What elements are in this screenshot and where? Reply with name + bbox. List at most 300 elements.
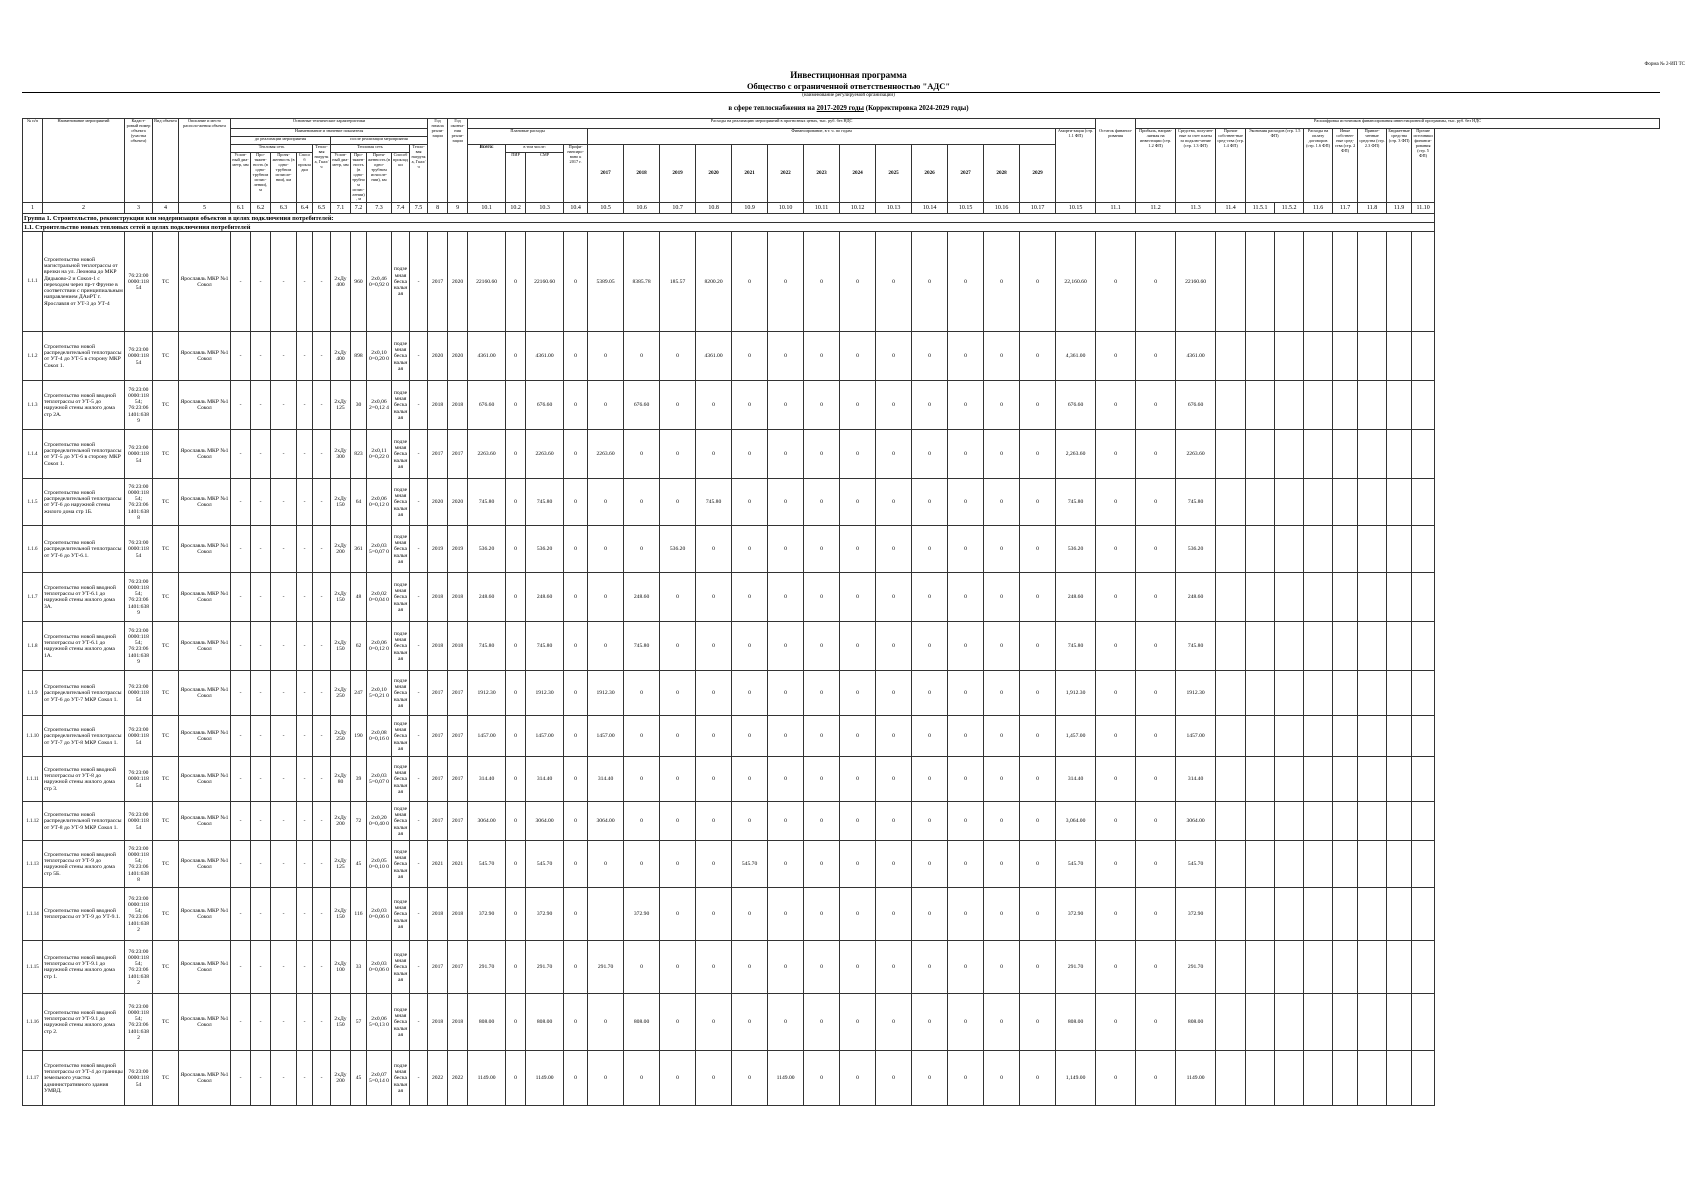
row-year-value: 0 xyxy=(840,381,876,430)
row-src-empty xyxy=(1333,841,1358,888)
row-src-empty xyxy=(1358,479,1387,526)
header-src-budget: Бюджетные средства (стр. 3 ФП) xyxy=(1387,129,1412,203)
row-pir: 0 xyxy=(506,381,526,430)
row-year-value: 0 xyxy=(876,841,912,888)
row-name: Строительство новой распределительной теплотрассы от УТ-7 до УТ-8 МКР Сокол 1. xyxy=(43,716,125,757)
document-title: Инвестиционная программа xyxy=(790,70,907,80)
row-src-empty xyxy=(1333,671,1358,716)
row-before-diameter: - xyxy=(231,232,251,332)
row-object-type: ТС xyxy=(153,430,179,479)
table-row xyxy=(23,332,1660,381)
row-src-empty xyxy=(1333,479,1358,526)
row-year-value: 0 xyxy=(984,573,1020,622)
row-number: 1.1.5 xyxy=(23,479,43,526)
row-object-type: ТС xyxy=(153,526,179,573)
row-src-amort: 0 xyxy=(1096,573,1136,622)
row-year-value: 0 xyxy=(768,888,804,941)
row-number: 1.1.9 xyxy=(23,671,43,716)
row-src-profit: 0 xyxy=(1136,381,1176,430)
row-src-empty xyxy=(1304,573,1333,622)
row-rest: 2,263.60 xyxy=(1056,430,1096,479)
row-pir: 0 xyxy=(506,671,526,716)
row-before-length-km: - xyxy=(271,573,297,622)
row-before-length-km: - xyxy=(271,622,297,671)
row-rest: 3,064.00 xyxy=(1056,802,1096,841)
row-after-length-m: 57 xyxy=(351,994,367,1051)
row-name: Строительство новой вводной теплотрассы от УТ-9.1 до наружной стены жилого дома стр 1. xyxy=(43,941,125,994)
row-year-value: 185.57 xyxy=(660,232,696,332)
row-after-length-m: 45 xyxy=(351,841,367,888)
row-number: 1.1.8 xyxy=(23,622,43,671)
row-src-connection: 1149.00 xyxy=(1176,1051,1216,1106)
row-src-empty xyxy=(1304,994,1333,1051)
row-src-empty xyxy=(1275,573,1304,622)
row-year-value: 0 xyxy=(1020,1051,1056,1106)
row-year-value: 0 xyxy=(768,802,804,841)
row-before-load: - xyxy=(313,802,331,841)
row-year-value: 0 xyxy=(696,381,732,430)
row-year-value: 0 xyxy=(984,622,1020,671)
row-src-empty xyxy=(1246,671,1275,716)
row-rest: 745.80 xyxy=(1056,479,1096,526)
row-before-length-km: - xyxy=(271,802,297,841)
row-year-value: 0 xyxy=(840,332,876,381)
row-after-laying: подзе мная беска нальн ая xyxy=(392,941,410,994)
row-year-value: 1457.00 xyxy=(588,716,624,757)
row-year-end: 2018 xyxy=(448,888,468,941)
header-src-other: Иные собствен-ные сред-ства (стр. 2 ФП) xyxy=(1333,129,1358,203)
row-before-laying: - xyxy=(297,526,313,573)
row-year-value: 0 xyxy=(732,381,768,430)
row-src-profit: 0 xyxy=(1136,757,1176,802)
table-row xyxy=(23,479,1660,526)
row-year-value: 0 xyxy=(588,381,624,430)
row-src-amort: 0 xyxy=(1096,757,1136,802)
row-financed-hist: 0 xyxy=(564,573,588,622)
row-cadastral: 76:23:00 0000:118 54 xyxy=(125,526,153,573)
header-financing: Финансирование, в т. ч. по годам xyxy=(588,129,1056,145)
column-number: 10.1 xyxy=(468,203,506,214)
row-year-value: 0 xyxy=(912,802,948,841)
row-year-value: 1149.00 xyxy=(768,1051,804,1106)
row-year-value: 0 xyxy=(840,430,876,479)
row-src-empty xyxy=(1216,381,1246,430)
row-src-profit: 0 xyxy=(1136,716,1176,757)
row-src-empty xyxy=(1412,841,1435,888)
organization-caption: (наименование регулируемой организации) xyxy=(802,93,895,98)
row-year-value: 0 xyxy=(588,622,624,671)
column-number: 11.9 xyxy=(1387,203,1412,214)
row-src-empty xyxy=(1358,622,1387,671)
row-year-start: 2018 xyxy=(428,381,448,430)
row-year-value: 0 xyxy=(912,332,948,381)
row-number: 1.1.17 xyxy=(23,1051,43,1106)
header-year-2020: 2020 xyxy=(696,145,732,203)
row-src-empty xyxy=(1304,757,1333,802)
row-before-load: - xyxy=(313,479,331,526)
header-before-length-m: Про-тяжен-ность (в одно-трубном исчис-лении), м xyxy=(251,153,271,203)
column-number: 11.3 xyxy=(1176,203,1216,214)
row-location: Ярославль МКР №1 Сокол xyxy=(179,757,231,802)
column-number: 11.7 xyxy=(1333,203,1358,214)
row-after-length-km: 2х0,03 5=0,07 0 xyxy=(367,757,392,802)
row-location: Ярославль МКР №1 Сокол xyxy=(179,841,231,888)
row-src-empty xyxy=(1275,381,1304,430)
row-src-empty xyxy=(1246,479,1275,526)
row-rest: 4,361.00 xyxy=(1056,332,1096,381)
row-financed-hist: 0 xyxy=(564,671,588,716)
row-src-empty xyxy=(1358,232,1387,332)
row-src-empty xyxy=(1246,802,1275,841)
row-object-type: ТС xyxy=(153,232,179,332)
row-year-start: 2017 xyxy=(428,716,448,757)
column-number: 9 xyxy=(448,203,468,214)
row-after-load: - xyxy=(410,573,428,622)
row-after-length-m: 898 xyxy=(351,332,367,381)
row-before-length-km: - xyxy=(271,671,297,716)
column-number: 10.4 xyxy=(564,203,588,214)
row-after-load: - xyxy=(410,332,428,381)
row-number: 1.1.13 xyxy=(23,841,43,888)
row-year-value: 0 xyxy=(696,671,732,716)
column-number: 10.17 xyxy=(1020,203,1056,214)
row-year-value: 0 xyxy=(804,802,840,841)
row-cadastral: 76:23:00 0000:118 54; 76:23:06 1401:638 8 xyxy=(125,841,153,888)
row-year-value: 0 xyxy=(840,232,876,332)
row-src-empty xyxy=(1275,888,1304,941)
table-header xyxy=(23,119,1660,203)
row-after-length-m: 72 xyxy=(351,802,367,841)
table-row xyxy=(23,232,1660,332)
row-before-laying: - xyxy=(297,573,313,622)
row-src-empty xyxy=(1387,716,1412,757)
row-src-empty xyxy=(1358,1051,1387,1106)
row-src-empty xyxy=(1387,841,1412,888)
column-number: 6.2 xyxy=(251,203,271,214)
row-year-value: 0 xyxy=(840,526,876,573)
row-year-start: 2018 xyxy=(428,622,448,671)
row-year-value: 0 xyxy=(912,671,948,716)
row-year-value: 0 xyxy=(840,841,876,888)
row-year-end: 2018 xyxy=(448,622,468,671)
table-row xyxy=(23,888,1660,941)
header-after-laying: Способ прокладки xyxy=(392,153,410,203)
row-year-value: 545.70 xyxy=(732,841,768,888)
row-src-empty xyxy=(1412,526,1435,573)
table-row xyxy=(23,716,1660,757)
row-year-end: 2021 xyxy=(448,841,468,888)
row-src-amort: 0 xyxy=(1096,479,1136,526)
row-year-value: 0 xyxy=(804,716,840,757)
row-year-value: 0 xyxy=(696,573,732,622)
row-year-value: 0 xyxy=(696,716,732,757)
row-pir: 0 xyxy=(506,888,526,941)
header-year-2029: 2029 xyxy=(1020,145,1056,203)
row-after-diameter: 2хДу 250 xyxy=(331,716,351,757)
row-year-value: 0 xyxy=(1020,994,1056,1051)
row-before-laying: - xyxy=(297,841,313,888)
row-pir: 0 xyxy=(506,941,526,994)
row-year-value xyxy=(588,888,624,941)
row-number: 1.1.15 xyxy=(23,941,43,994)
row-year-value: 0 xyxy=(840,802,876,841)
row-year-value: 745.80 xyxy=(696,479,732,526)
row-src-empty xyxy=(1387,888,1412,941)
row-name: Строительство новой распределительной теплотрассы от УТ-6 до наружной стены жилого дома стр 1Б. xyxy=(43,479,125,526)
table-body xyxy=(23,203,1660,1106)
row-rest: 1,149.00 xyxy=(1056,1051,1096,1106)
row-year-value: 0 xyxy=(948,757,984,802)
row-year-value: 0 xyxy=(660,479,696,526)
row-before-length-km: - xyxy=(271,716,297,757)
row-year-value: 0 xyxy=(876,1051,912,1106)
row-src-empty xyxy=(1412,716,1435,757)
row-pir: 0 xyxy=(506,757,526,802)
header-total: Всего: xyxy=(468,145,506,203)
row-before-laying: - xyxy=(297,622,313,671)
row-after-laying: подзе мная беска нальн ая xyxy=(392,841,410,888)
row-src-connection: 291.70 xyxy=(1176,941,1216,994)
row-before-load: - xyxy=(313,757,331,802)
row-after-laying: подзе мная беска нальн ая xyxy=(392,526,410,573)
row-src-empty xyxy=(1412,381,1435,430)
row-after-load: - xyxy=(410,622,428,671)
row-cadastral: 76:23:00 0000:118 54 xyxy=(125,430,153,479)
column-number: 10.6 xyxy=(624,203,660,214)
row-year-value: 0 xyxy=(804,430,840,479)
header-smr: СМР xyxy=(526,153,564,203)
column-number: 11.6 xyxy=(1304,203,1333,214)
row-year-value: 0 xyxy=(804,888,840,941)
row-smr: 745.80 xyxy=(526,479,564,526)
row-name: Строительство новой вводной теплотрассы от УТ-4 до границы земельного участка административного здания УМВД. xyxy=(43,1051,125,1106)
row-financed-hist: 0 xyxy=(564,802,588,841)
row-year-end: 2017 xyxy=(448,430,468,479)
row-pir: 0 xyxy=(506,479,526,526)
row-after-length-km: 2х0,03 5=0,07 0 xyxy=(367,526,392,573)
column-number: 11.10 xyxy=(1412,203,1435,214)
row-after-diameter: 2хДу 100 xyxy=(331,941,351,994)
column-number: 2 xyxy=(43,203,125,214)
row-before-diameter: - xyxy=(231,671,251,716)
header-year-2028: 2028 xyxy=(984,145,1020,203)
row-year-value: 0 xyxy=(840,994,876,1051)
row-number: 1.1.11 xyxy=(23,757,43,802)
row-object-type: ТС xyxy=(153,622,179,671)
row-src-empty xyxy=(1216,888,1246,941)
row-rest: 372.90 xyxy=(1056,888,1096,941)
row-cadastral: 76:23:00 0000:118 54 xyxy=(125,802,153,841)
row-year-value: 0 xyxy=(732,941,768,994)
row-src-empty xyxy=(1275,841,1304,888)
row-rest: 545.70 xyxy=(1056,841,1096,888)
row-src-empty xyxy=(1246,622,1275,671)
row-location: Ярославль МКР №1 Сокол xyxy=(179,671,231,716)
row-pir: 0 xyxy=(506,526,526,573)
row-before-length-m: - xyxy=(251,757,271,802)
row-src-profit: 0 xyxy=(1136,1051,1176,1106)
row-pir: 0 xyxy=(506,841,526,888)
row-src-empty xyxy=(1333,332,1358,381)
table-row xyxy=(23,941,1660,994)
header-year-2025: 2025 xyxy=(876,145,912,203)
row-src-empty xyxy=(1387,757,1412,802)
row-cadastral: 76:23:00 0000:118 54; 76:23:06 1401:638 2 xyxy=(125,994,153,1051)
row-after-length-m: 116 xyxy=(351,888,367,941)
row-src-empty xyxy=(1333,802,1358,841)
row-financed-hist: 0 xyxy=(564,332,588,381)
row-src-empty xyxy=(1246,573,1275,622)
row-pir: 0 xyxy=(506,994,526,1051)
row-year-value: 0 xyxy=(984,479,1020,526)
row-after-load: - xyxy=(410,430,428,479)
row-src-empty xyxy=(1358,526,1387,573)
header-n-pp: № п/п xyxy=(23,119,43,203)
row-src-empty xyxy=(1358,430,1387,479)
row-before-diameter: - xyxy=(231,802,251,841)
table-row xyxy=(23,430,1660,479)
row-after-load: - xyxy=(410,716,428,757)
row-year-value: 0 xyxy=(912,526,948,573)
row-year-start: 2019 xyxy=(428,526,448,573)
row-year-value: 0 xyxy=(876,716,912,757)
row-after-length-m: 45 xyxy=(351,1051,367,1106)
header-rest: Остаток финанси-рования xyxy=(1096,119,1136,203)
row-pir: 0 xyxy=(506,716,526,757)
row-year-value: 0 xyxy=(732,888,768,941)
row-location: Ярославль МКР №1 Сокол xyxy=(179,994,231,1051)
row-src-empty xyxy=(1304,526,1333,573)
row-src-empty xyxy=(1246,332,1275,381)
row-year-value: 676.60 xyxy=(624,381,660,430)
row-src-empty xyxy=(1275,622,1304,671)
row-total: 545.70 xyxy=(468,841,506,888)
row-year-value: 0 xyxy=(732,757,768,802)
header-heatnet-after: Тепловая сеть xyxy=(331,145,410,153)
row-year-end: 2017 xyxy=(448,716,468,757)
row-src-empty xyxy=(1358,671,1387,716)
row-year-value: 0 xyxy=(768,479,804,526)
row-after-load: - xyxy=(410,941,428,994)
header-load-after: Тепло-вая нагрузка, Гкал/ч xyxy=(410,145,428,203)
row-after-load: - xyxy=(410,1051,428,1106)
row-year-value: 0 xyxy=(660,802,696,841)
row-after-load: - xyxy=(410,526,428,573)
row-smr: 676.60 xyxy=(526,381,564,430)
row-object-type: ТС xyxy=(153,941,179,994)
row-year-value: 0 xyxy=(624,1051,660,1106)
row-before-load: - xyxy=(313,994,331,1051)
row-year-value: 0 xyxy=(876,381,912,430)
row-year-value: 0 xyxy=(732,1051,768,1106)
row-src-connection: 4361.00 xyxy=(1176,332,1216,381)
row-year-value: 0 xyxy=(660,622,696,671)
row-before-load: - xyxy=(313,622,331,671)
row-src-connection: 372.90 xyxy=(1176,888,1216,941)
row-after-diameter: 2хДу 80 xyxy=(331,757,351,802)
row-smr: 4361.00 xyxy=(526,332,564,381)
form-number: Форма № 2-ИП ТС xyxy=(1644,62,1685,67)
row-src-empty xyxy=(1246,526,1275,573)
row-year-value: 0 xyxy=(696,526,732,573)
column-number: 7.1 xyxy=(331,203,351,214)
header-before-laying: Способ прокладки xyxy=(297,153,313,203)
row-src-empty xyxy=(1216,841,1246,888)
row-year-value: 0 xyxy=(876,802,912,841)
row-before-laying: - xyxy=(297,802,313,841)
column-number: 4 xyxy=(153,203,179,214)
row-src-empty xyxy=(1275,941,1304,994)
investment-program-table xyxy=(22,118,1660,1106)
row-year-value: 0 xyxy=(588,573,624,622)
row-year-value: 0 xyxy=(696,757,732,802)
row-year-value: 0 xyxy=(1020,479,1056,526)
row-year-value: 0 xyxy=(768,381,804,430)
row-src-empty xyxy=(1246,430,1275,479)
row-before-load: - xyxy=(313,888,331,941)
row-after-load: - xyxy=(410,841,428,888)
row-src-empty xyxy=(1358,802,1387,841)
row-year-value: 0 xyxy=(624,479,660,526)
header-heatnet-before: Тепловая сеть xyxy=(231,145,313,153)
row-src-empty xyxy=(1412,430,1435,479)
row-before-load: - xyxy=(313,573,331,622)
row-before-diameter: - xyxy=(231,622,251,671)
row-after-laying: подзе мная беска нальн ая xyxy=(392,381,410,430)
row-src-amort: 0 xyxy=(1096,941,1136,994)
row-before-length-km: - xyxy=(271,888,297,941)
row-year-value: 0 xyxy=(912,573,948,622)
row-total: 808.00 xyxy=(468,994,506,1051)
row-year-start: 2017 xyxy=(428,430,448,479)
row-src-profit: 0 xyxy=(1136,526,1176,573)
row-before-length-m: - xyxy=(251,526,271,573)
row-financed-hist: 0 xyxy=(564,716,588,757)
header-src-other-own: Прочие собствен-ные сред-ства (стр. 1.4 ФП) xyxy=(1216,129,1246,203)
row-rest: 808.00 xyxy=(1056,994,1096,1051)
column-number-row xyxy=(23,203,1660,214)
row-src-empty xyxy=(1333,994,1358,1051)
row-year-value: 291.70 xyxy=(588,941,624,994)
row-object-type: ТС xyxy=(153,841,179,888)
row-smr: 314.40 xyxy=(526,757,564,802)
row-src-empty xyxy=(1216,332,1246,381)
row-src-empty xyxy=(1387,994,1412,1051)
row-src-empty xyxy=(1387,332,1412,381)
row-src-empty xyxy=(1333,381,1358,430)
row-before-load: - xyxy=(313,232,331,332)
row-pir: 0 xyxy=(506,622,526,671)
row-src-empty xyxy=(1304,622,1333,671)
row-src-empty xyxy=(1412,994,1435,1051)
row-src-empty xyxy=(1333,430,1358,479)
row-before-length-km: - xyxy=(271,430,297,479)
row-year-value: 0 xyxy=(660,430,696,479)
header-src-connection: Средства, получен-ные за счет платы за подклю-чение (стр. 1.3 ФП) xyxy=(1176,129,1216,203)
row-year-value: 536.20 xyxy=(660,526,696,573)
row-after-length-km: 2х0,06 5=0,13 0 xyxy=(367,994,392,1051)
row-before-length-km: - xyxy=(271,232,297,332)
row-year-value: 0 xyxy=(768,716,804,757)
row-after-laying: подзе мная беска нальн ая xyxy=(392,232,410,332)
row-before-length-km: - xyxy=(271,841,297,888)
row-year-value: 0 xyxy=(876,757,912,802)
row-financed-hist: 0 xyxy=(564,888,588,941)
row-before-length-km: - xyxy=(271,941,297,994)
row-total: 676.60 xyxy=(468,381,506,430)
column-number: 11.8 xyxy=(1358,203,1387,214)
row-year-value: 0 xyxy=(948,994,984,1051)
